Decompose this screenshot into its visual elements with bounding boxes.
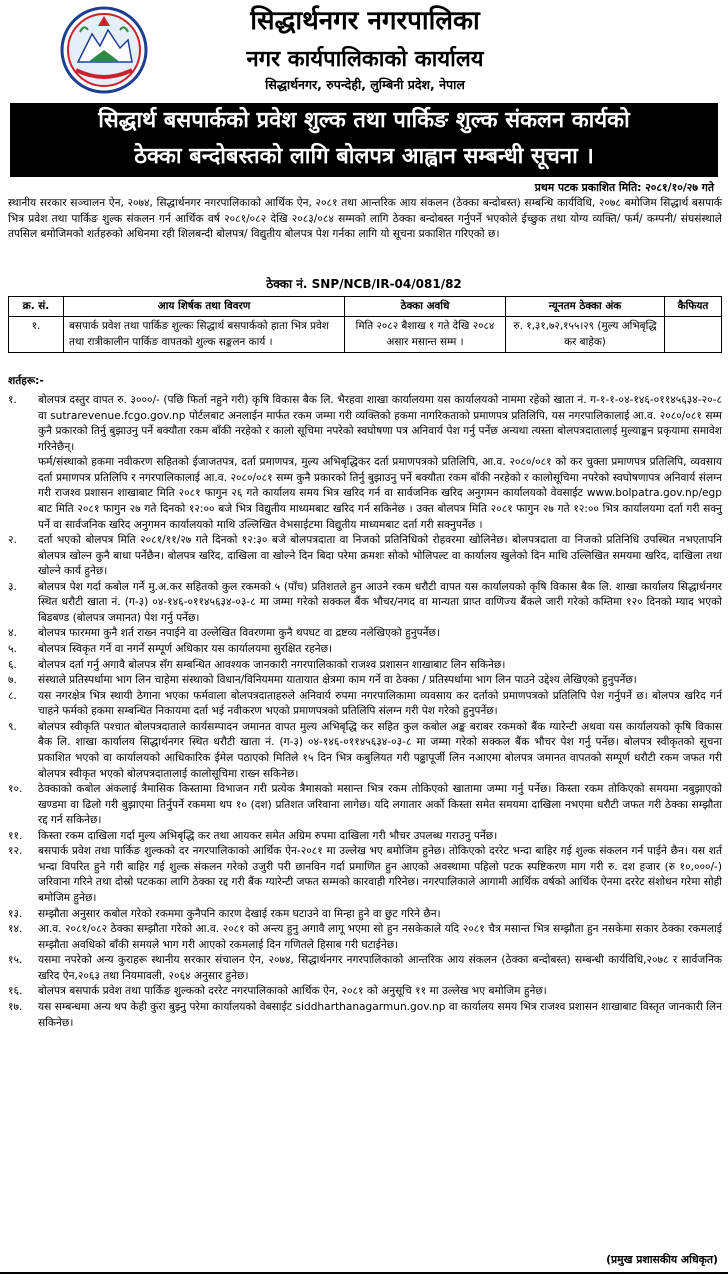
condition-item xyxy=(8,393,722,455)
col-remarks: कैफियत xyxy=(665,297,722,317)
condition-text: किस्ता रकम दाखिला गर्दा मुल्य अभिबृद्धि कर तथा आयकर समेत अग्रिम रुपमा दाखिला गरी भौचर उपलब्ध गराउनु पर्नेछ। xyxy=(38,829,498,842)
condition-text: संस्थाले प्रतिस्पर्धामा भाग लिन चाहेमा संस्थाको विधान/विनियममा यातायात क्षेत्रमा काम गर्ने वा ठेक्का / प्रतिस्पर्धामा भाग लिन पाउने उद्देश्य लेखिएको हुनुपर्नेछ। xyxy=(38,674,637,687)
condition-number: ३. xyxy=(8,580,17,593)
condition-text: बोलपत्र स्विकृत गर्ने वा नगर्ने सम्पूर्ण अधिकार यस कार्यालयमा सुरक्षित रहनेछ। xyxy=(38,643,333,655)
table-row xyxy=(9,317,722,353)
condition-number: १. xyxy=(8,394,17,406)
condition-item xyxy=(8,533,722,580)
condition-number: ७. xyxy=(8,674,17,687)
condition-item xyxy=(8,642,722,658)
condition-text: आ.व. २०८१/०८२ ठेक्का सम्झौता गरेको आ.व. २०८१ को अन्त्य हुनु अगावै लागू भएमा सो हुन नसकेकाले यदि २०८१ चैत्र मसान्त भित्र सम्झौता हुन नसकेमा सकार ठेक्का रकमलाई सम्झौता अवधिको बाँकी समयले भाग गरी आएको रकमलाई दिन गणितले हिसाब गरी घटाईनेछ। xyxy=(38,923,722,951)
condition-number: १४. xyxy=(8,923,23,936)
condition-text: ठेक्काको कबोल अंकलाई त्रैमासिक किस्तामा विभाजन गरी प्रत्येक त्रैमासको मसान्त भित्र रकम तोकिएको खातामा जम्मा गर्नु पर्नेछ। किस्ता रकम तोकिएको समयमा नबुझाएको खण्डमा वा ढिलो गरी बुझाएमा तिर्नुपर्ने रकममा थप १० (दश) प्रतिशत जरिवाना लागेछ। यदि लगातार अर्को किस्ता समेत समयमा दाखिला नभएमा धरौटी जफत गरी ठेक्का सम्झौता रद्द गर्न सकिनेछ। xyxy=(38,783,722,827)
condition-item xyxy=(8,689,722,720)
condition-item xyxy=(8,922,722,953)
condition-item xyxy=(8,953,722,984)
condition-item xyxy=(8,844,722,906)
condition-text: बोलपत्र फारममा कुनै शर्त राख्न नपाईने वा उल्लेखित विवरणमा कुनै थपघट वा द्रष्टव्य नलेखिएको हुनुपर्नेछ। xyxy=(38,627,440,640)
condition-text: बसपार्क प्रवेश तथा पार्किङ शुल्कको दर नगरपालिकाको आर्थिक ऐन-२०८१ मा उल्लेख भए बमोजिम हुनेछ। तोकिएको दररेट भन्दा बाहिर गई शुल्क संकलन गर्न पाईने छैन। यस शर्त भन्दा विपरित हुने गरी बाहिर गई शुल्क संकलन गरेको उजुरी परी छानविन गर्दा प्रमाणित हुन आएको अवस्थामा पहिलो पटक स्पष्टिकरण माग गरी रु. दश हजार (रु १०,०००/-) जरिवाना गरिने तथा दोस्रो पटकका लागि ठेक्का रद्द गरी बैंक ग्यारेन्टी जफत सम्मको कारवाही गरिनेछ। नगरपालिकाले आगामी आर्थिक वर्षको आर्थिक ऐनमा दररेट संशोधन गरेमा सोही बमोजिम हुनेछ। xyxy=(38,845,722,904)
condition-text: बोलपत्र दस्तुर वापत रु. ३०००/- (पछि फिर्ता नहुने गरी) कृषि विकास बैक लि. भैरहवा शाखा कार्यालयमा यस कार्यालयको नाममा रहेको खाता नं. ग-१-१-०४-१४६-०११४५६३४-२०-८ वा sutrarevenue.fcgo.gov.np पोर्टलबाट अनलाईन मार्फत रकम जम्मा गरी व्यक्तिको हकमा नागरिकताको प्रमाणपत्र प्रतिलिपि, यस नगरपालिकालाई आ.व. २०८०/०८१ सम्म कुनै प्रकारको तिर्नु बुझाउनु पर्ने बक्यौता रकम बाँकी नरहेको र कालो सूचिमा नपरेको स्वघोषणा पत्र अनिवार्य पेश गर्नु पर्नेछ अन्यथा त्यस्ता बोलपत्रदातालाई मुल्याङ्कन प्रकृयामा समावेश गरिनेछैन्। xyxy=(38,394,722,453)
condition-item xyxy=(8,673,722,689)
letterhead xyxy=(0,0,728,100)
condition-number: १३. xyxy=(8,907,23,920)
condition-number: २. xyxy=(8,534,17,547)
condition-number: १५. xyxy=(8,954,23,967)
col-period: ठेक्का अवधि xyxy=(345,297,506,317)
condition-item xyxy=(8,907,722,923)
conditions-list xyxy=(8,393,722,1031)
condition-item xyxy=(8,984,722,1000)
condition-text: दर्ता भएको बोलपत्र मिति २०८१/११/२७ गते दिनको १२:३० बजे बोलपत्रदाता वा निजको प्रतिनिधिको रोहवरमा खोलिनेछ। बोलपत्रदाता वा निजको प्रतिनिधि उपस्थित नभएतापनि बोलपत्र खोल्न कुनै बाधा पर्नेछैन। बोलपत्र खरिद, दाखिला वा खोल्ने दिन बिदा परेमा क्रमशः सोको भोलिपल्ट वा कार्यालय खुलेको दिन माथि उल्लिखित समयमा खरिद, दाखिला तथा खोल्ने कार्य हुनेछ। xyxy=(38,534,722,578)
cell-serial: १. xyxy=(9,317,64,353)
table-header-row xyxy=(9,297,722,317)
col-amount: न्यूनतम ठेक्का अंक xyxy=(506,297,665,317)
municipality-name: सिद्धार्थनगर नगरपालिका xyxy=(250,6,480,36)
condition-text: बोलपत्र पेश गर्दा कबोल गर्ने मु.अ.कर सहितको कुल रकमको ५ (पाँच) प्रतिशतले हुन आउने रकम धरौटी वापत यस कार्यालयको कृषि विकास बैक लि. शाखा कार्यालय सिद्धार्थनगर स्थित धरौटी खाता नं. (ग-३) ०४-१४६-०११४५६३४-०३-८ मा जम्मा गरेको सक्कल बैंक भौचर/नगद वा मान्यता प्राप्त वाणिज्य बैंकले जारी गरेको कम्तिमा १२० दिनको म्याद भएको बिडबण्ड (बोलपत्र जमानत) पेश गर्नु पर्नेछ। xyxy=(38,580,722,624)
col-serial: क्र. सं. xyxy=(9,297,64,317)
bottom-divider xyxy=(0,1272,728,1274)
condition-number: ८. xyxy=(8,689,17,702)
condition-number: ११. xyxy=(8,829,23,842)
notice-title-line-1: सिद्धार्थ बसपार्कको प्रवेश शुल्क तथा पार्किङ शुल्क संकलन कार्यको xyxy=(98,108,630,133)
office-address: सिद्धार्थनगर, रुपन्देही, लुम्बिनी प्रदेश, नेपाल xyxy=(265,77,465,92)
condition-item xyxy=(8,782,722,829)
cell-remarks xyxy=(665,317,722,353)
condition-text: बोलपत्र बसपार्क प्रवेश तथा पार्किङ शुल्कको दररेट नगरपालिकाको आर्थिक ऐन, २०८१ को अनुसूचि ११ मा उल्लेख भए बमोजिम हुनेछ। xyxy=(38,985,547,998)
condition-item xyxy=(8,580,722,627)
condition-text: यस नगरक्षेत्र भित्र स्थायी ठेगाना भएका फर्मवाला बोलपत्रदाताहरुले अनिवार्य रुपमा नगरपालिकामा व्यवसाय कर दर्ताको प्रमाणपत्रको प्रतिलिपि पेश गर्नुपर्ने छ। बोलपत्र खरिद गर्न चाहने फर्मको हकमा सम्बन्धित निकायमा दर्ता भई नवीकरण भएको प्रमाणपत्रको प्रतिलिपि संलग्न गरी पेश गरेको हुनुपर्नेछ। xyxy=(38,689,722,718)
condition-number: ६. xyxy=(8,658,17,671)
office-name: नगर कार्यपालिकाको कार्यालय xyxy=(246,47,484,72)
condition-text: सम्झौता अनुसार कबोल गरेको रकममा कुनैपनि कारण देखाई रकम घटाउने वा मिन्हा हुने वा छुट गरिने छैन। xyxy=(38,907,441,920)
contract-number: ठेक्का नं. SNP/NCB/IR-04/081/82 xyxy=(266,277,462,291)
condition-number: १७. xyxy=(8,1000,23,1013)
cell-amount: रु. १,३१,७२,१५५।२९ (मुल्य अभिबृद्धि कर बाहेक) xyxy=(506,317,665,353)
condition-number: ९. xyxy=(8,720,17,733)
condition-number: ५. xyxy=(8,643,17,655)
publication-date: प्रथम पटक प्रकाशित मिति: २०८१/१०/२७ गते xyxy=(534,181,714,194)
condition-text: बोलपत्र स्वीकृति पश्चात बोलपत्रदाताले कार्यसम्पादन जमानत वापत मुल्य अभिबृद्धि कर सहित कुल कबोल अङ्क बराबर रकमको बैंक ग्यारेन्टी अथवा यस कार्यालयको कृषि विकास बैक लि. शाखा कार्यालय सिद्धार्थनगर स्थित धरौटी खाता नं. (ग-३) ०४-१४६-०११४५६३४-०३-८ मा जम्मा गरेको सक्कल बैंक भौचर पेश गर्नु पर्नेछ। बोलपत्र स्वीकृतको सूचना प्रकाशित भएको वा कार्यालयको आधिकारिक ईमेल पठाएको मितिले १५ दिन भित्र कबुलियत गरी पढ्ढापूर्जी लिन नआएमा बोलपत्र जमानत वापतको सम्पूर्ण धरौटी रकम जफत गरी बोलपत्र स्वीकृत भएको बोलपत्रदातालाई कालोसूचिमा राख्न सकिनेछ। xyxy=(38,720,722,780)
cell-period: मिति २०८२ बैशाख १ गते देखि २०८४ असार मसान्त सम्म । xyxy=(345,317,506,353)
condition-number: १२. xyxy=(8,845,23,858)
col-description: आय शिर्षक तथा विवरण xyxy=(64,297,345,317)
condition-text: बोलपत्र दर्ता गर्नु अगावै बोलपत्र सँग सम्बन्धित आवश्यक जानकारी नगरपालिकाको राजश्व प्रशासन शाखाबाट लिन सकिनेछ। xyxy=(38,658,506,671)
condition-number: १६. xyxy=(8,985,23,998)
signatory-title: (प्रमुख प्रशासकीय अधिकृत) xyxy=(606,1253,718,1266)
tender-table xyxy=(8,296,722,353)
condition-text: यसमा नपरेको अन्य कुराहरू स्थानीय सरकार संचालन ऐन, २०७४, सिद्धार्थनगर नगरपालिकाको आन्तरिक आय संकलन (ठेक्का बन्दोबस्त) सम्बन्धी कार्यविधि,२०७८ र सार्वजनिक खरिद ऐन,२०६३ तथा नियमावली, २०६४ अनुसार हुनेछ। xyxy=(38,954,722,982)
notice-title-banner xyxy=(10,103,718,177)
cell-description: बसपार्क प्रवेश तथा पार्किङ शुल्कः सिद्धार्थ बसपार्कको हाता भित्र प्रवेश तथा रात्रीकालीन पार्किङ वापतको शुल्क सङ्कलन कार्य । xyxy=(64,317,345,353)
conditions-label: शर्तहरू:- xyxy=(8,375,44,387)
notice-title-line-2: ठेक्का बन्दोबस्तको लागि बोलपत्र आह्वान सम्बन्धी सूचना । xyxy=(134,144,594,169)
nepal-government-emblem-icon xyxy=(58,4,150,96)
condition-number: १०. xyxy=(8,783,23,796)
condition-item xyxy=(8,720,722,782)
condition-number: ४. xyxy=(8,627,17,640)
condition-item xyxy=(8,1000,722,1031)
condition-item xyxy=(8,626,722,642)
intro-paragraph: स्थानीय सरकार सञ्चालन ऐन, २०७४, सिद्धार्थनगर नगरपालिकाको आर्थिक ऐन, २०८१ तथा आन्तरिक आय संकलन (ठेक्का बन्दोबस्त) सम्बन्धि कार्यविधि, २०७८ बमोजिम सिद्धार्थ बसपार्क भित्र प्रवेश तथा पार्किङ शुल्क संकलन गर्न आर्थिक वर्ष २०८१/०८२ देखि २०८३/०८४ सम्मको लागि ठेक्का बन्दोबस्त गर्नुपर्ने भएकोले ईच्छुक तथा योग्य व्यक्ति/ फर्म/ कम्पनी/ संघसंस्थाले तपसिल बमोजिमको शर्तहरुको अधिनमा रही शिलबन्दी बोलपत्र/ विद्युतीय बोलपत्र पेश गर्नका लागि यो सूचना प्रकाशित गरिएको छ। xyxy=(8,197,722,241)
condition-text: यस सम्बन्धमा अन्य थप केही कुरा बुझ्नु परेमा कार्यालयको वेबसाईट siddharthanagarmun.gov.np वा कार्यालय समय भित्र राजश्व प्रशासन शाखाबाट विस्तृत जानकारी लिन सकिनेछ। xyxy=(38,1000,722,1029)
condition-item xyxy=(8,829,722,845)
condition-continuation: फर्म/संस्थाको हकमा नवीकरण सहितको ईजाजतपत्र, दर्ता प्रमाणपत्र, मुल्य अभिबृद्धिकर दर्ता प्रमाणपत्रको प्रतिलिपि, आ.व. २०८०/०८१ को कर चुक्ता प्रमाणपत्र प्रतिलिपि, व्यवसाय दर्ता प्रमाणपत्र प्रतिलिपि र नगरपालिकालाई आ.व. २०८०/०८१ सम्म कुनै प्रकारको तिर्नु बुझाउनु पर्ने बक्यौता रकम बाँकी नरहेको र कालोसूचिमा नपरेको स्वघोषणापत्र अनिवार्य संलग्न गरी राजश्व प्रशासन शाखाबाट मिति २०८१ फागुन २६ गते कार्यालय समय भित्र खरिद गर्न वा सार्वजनिक खरिद अनुगमन कार्यालयको वेवसाईट www.bolpatra.gov.np/egp बाट मिति २०८१ फागुन २७ गते दिनको १२:०० बजे भित्र विद्युतीय माध्यमबाट खरिद गर्न सकिनेछ । उक्त बोलपत्र मिति २०८१ फागुन २७ गते १२:०० भित्र कार्यालयमा दर्ता गरी सक्नु पर्ने वा सार्वजनिक खरिद अनुगमन कार्यालयको माथि उल्लिखित वेभसाईटमा विद्युतीय माध्यमबाट दर्ता गरी सक्नुपर्नेछ । xyxy=(38,456,722,531)
condition-item xyxy=(8,658,722,674)
